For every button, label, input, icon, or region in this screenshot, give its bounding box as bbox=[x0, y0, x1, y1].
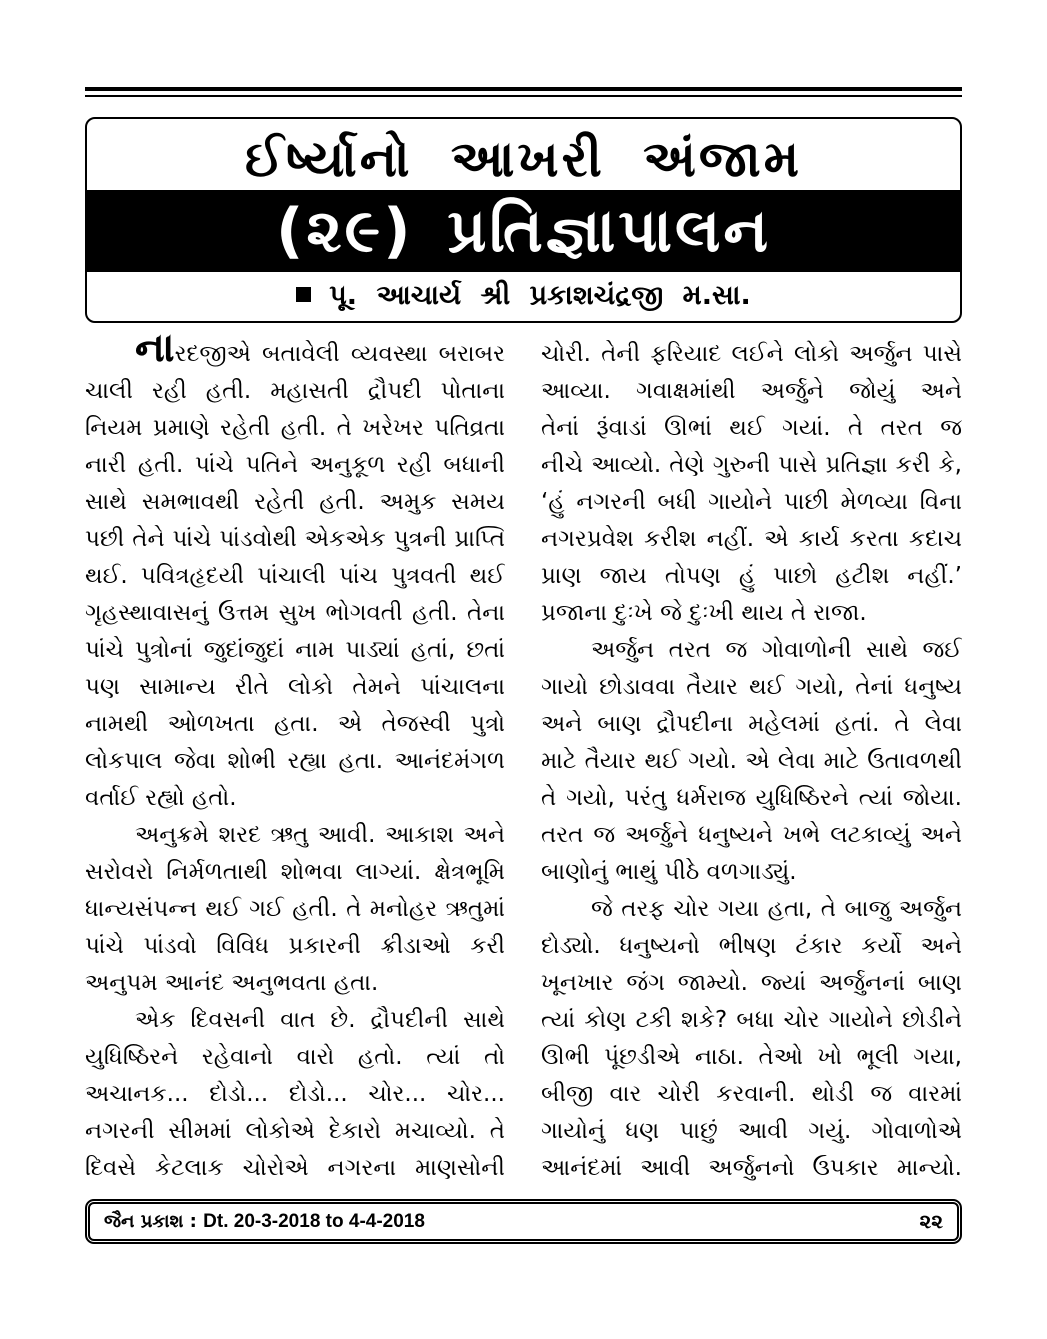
text-line: અર્જુન તરત જ ગોવાળોની સાથે જઈ bbox=[591, 637, 962, 663]
text-line: પ્રાણ જાય તોપણ હું પાછો હટીશ નહીં.’ bbox=[541, 563, 962, 589]
text-line: બીજી વાર ચોરી કરવાની. થોડી જ વારમાં bbox=[541, 1081, 962, 1107]
article-header bbox=[85, 117, 962, 323]
article-title: ઈર્ષ્યાનો આખરી અંજામ bbox=[244, 130, 803, 188]
drop-cap: ના bbox=[135, 325, 175, 371]
article-subtitle: (૨૯) પ્રતિજ્ઞાપાલન bbox=[275, 196, 772, 266]
text-line: અનુપમ આનંદ અનુભવતા હતા. bbox=[85, 970, 379, 996]
page-number: ૨૨ bbox=[919, 1209, 943, 1233]
text-line-rest: રદજીએ બતાવેલી વ્યવસ્થા બરાબર bbox=[174, 341, 505, 367]
text-line: નગરપ્રવેશ કરીશ નહીં. એ કાર્ય કરતા કદાચ bbox=[541, 526, 962, 552]
text-line: વર્તાઈ રહ્યો હતો. bbox=[85, 785, 237, 811]
publication-name: જૈન પ્રકાશ bbox=[104, 1211, 184, 1232]
text-line: ગાયોનું ધણ પાછું આવી ગયું. ગોવાળોએ bbox=[541, 1118, 962, 1144]
square-bullet-icon bbox=[296, 287, 311, 302]
text-line: નારી હતી. પાંચે પતિને અનુકૂળ રહી બધાની bbox=[85, 452, 505, 478]
author-byline bbox=[87, 272, 960, 320]
text-line: ધાન્યસંપન્ન થઈ ગઈ હતી. તે મનોહર ઋતુમાં bbox=[85, 896, 505, 922]
text-line: એક દિવસની વાત છે. દ્રૌપદીની સાથે bbox=[135, 1007, 505, 1033]
text-line: ચાલી રહી હતી. મહાસતી દ્રૌપદી પોતાના bbox=[85, 378, 505, 404]
text-line: આનંદમાં આવી અર્જુનનો ઉપકાર માન્યો. bbox=[541, 1155, 962, 1181]
issue-date: Dt. 20-3-2018 to 4-4-2018 bbox=[203, 1211, 425, 1232]
text-line: ‘હું નગરની બધી ગાયોને પાછી મેળવ્યા વિના bbox=[541, 489, 962, 515]
text-line: દિવસે કેટલાક ચોરોએ નગરના માણસોની bbox=[85, 1155, 505, 1181]
left-text-column bbox=[85, 325, 505, 1187]
text-line: ગૃહસ્થાવાસનું ઉત્તમ સુખ ભોગવતી હતી. તેના bbox=[85, 600, 505, 626]
text-line: પાંચે પુત્રોનાં જુદાંજુદાં નામ પાડ્યાં હતાં, છતાં bbox=[85, 637, 505, 663]
top-rule-thick bbox=[85, 87, 962, 91]
text-line: અને બાણ દ્રૌપદીના મહેલમાં હતાં. તે લેવા bbox=[541, 711, 962, 737]
text-line: ઊભી પૂંછડીએ નાઠા. તેઓ ખો ભૂલી ગયા, bbox=[541, 1044, 962, 1070]
text-line: ગાયો છોડાવવા તૈયાર થઈ ગયો, તેનાં ધનુષ્ય bbox=[541, 674, 962, 700]
text-line: પ્રજાના દુઃખે જે દુઃખી થાય તે રાજા. bbox=[541, 600, 867, 626]
text-line: સાથે સમભાવથી રહેતી હતી. અમુક સમય bbox=[85, 489, 505, 515]
text-line: ખૂનખાર જંગ જામ્યો. જ્યાં અર્જુનનાં બાણ bbox=[541, 970, 962, 996]
text-line: અચાનક... દોડો... દોડો... ચોર... ચોર... bbox=[85, 1081, 505, 1107]
text-line: ત્યાં કોણ ટકી શકે? બધા ચોર ગાયોને છોડીને bbox=[541, 1007, 962, 1033]
text-line: આવ્યા. ગવાક્ષમાંથી અર્જુને જોયું અને bbox=[541, 378, 962, 404]
text-line: યુધિષ્ઠિરને રહેવાનો વારો હતો. ત્યાં તો bbox=[85, 1044, 505, 1070]
text-line: નિયમ પ્રમાણે રહેતી હતી. તે ખરેખર પતિવ્રતા bbox=[85, 415, 505, 441]
subtitle-band bbox=[87, 190, 960, 272]
text-line: લોકપાલ જેવા શોભી રહ્યા હતા. આનંદમંગળ bbox=[85, 748, 505, 774]
top-rule-thin bbox=[85, 95, 962, 97]
footer-separator: : bbox=[189, 1211, 197, 1232]
text-line: માટે તૈયાર થઈ ગયો. એ લેવા માટે ઉતાવળથી bbox=[541, 748, 962, 774]
right-text-column bbox=[541, 336, 962, 1187]
text-line: જે તરફ ચોર ગયા હતા, તે બાજુ અર્જુન bbox=[591, 896, 962, 922]
text-line: નગરની સીમમાં લોકોએ દેકારો મચાવ્યો. તે bbox=[85, 1118, 505, 1144]
text-line: નીચે આવ્યો. તેણે ગુરુની પાસે પ્રતિજ્ઞા કરી કે, bbox=[541, 452, 962, 478]
text-line: પછી તેને પાંચે પાંડવોથી એકએક પુત્રની પ્રાપ્તિ bbox=[85, 526, 505, 552]
text-line: ચોરી. તેની ફરિયાદ લઈને લોકો અર્જુન પાસે bbox=[541, 341, 962, 367]
text-line: પણ સામાન્ય રીતે લોકો તેમને પાંચાલના bbox=[85, 674, 505, 700]
text-line: નામથી ઓળખતા હતા. એ તેજસ્વી પુત્રો bbox=[85, 711, 505, 737]
text-line: અનુક્રમે શરદ ઋતુ આવી. આકાશ અને bbox=[135, 822, 505, 848]
text-line: તરત જ અર્જુને ધનુષ્યને ખભે લટકાવ્યું અને bbox=[541, 822, 962, 848]
author-name: પૂ. આચાર્ય શ્રી પ્રકાશચંદ્રજી મ.સા. bbox=[329, 280, 751, 311]
text-line: થઈ. પવિત્રહૃદયી પાંચાલી પાંચ પુત્રવતી થઈ bbox=[85, 563, 505, 589]
text-line: તેનાં રૂંવાડાં ઊભાં થઈ ગયાં. તે તરત જ bbox=[541, 415, 962, 441]
text-line: દોડ્યો. ધનુષ્યનો ભીષણ ટંકાર કર્યો અને bbox=[541, 933, 962, 959]
page-footer bbox=[85, 1199, 962, 1244]
text-line: પાંચે પાંડવો વિવિધ પ્રકારની ક્રીડાઓ કરી bbox=[85, 933, 505, 959]
footer-issue-info bbox=[104, 1204, 425, 1239]
text-line: સરોવરો નિર્મળતાથી શોભવા લાગ્યાં. ક્ષેત્રભૂમિ bbox=[85, 859, 505, 885]
text-line: તે ગયો, પરંતુ ધર્મરાજ યુધિષ્ઠિરને ત્યાં જોયા. bbox=[541, 785, 962, 811]
text-line: બાણોનું ભાથું પીઠે વળગાડ્યું. bbox=[541, 859, 797, 885]
text-line bbox=[85, 325, 505, 373]
